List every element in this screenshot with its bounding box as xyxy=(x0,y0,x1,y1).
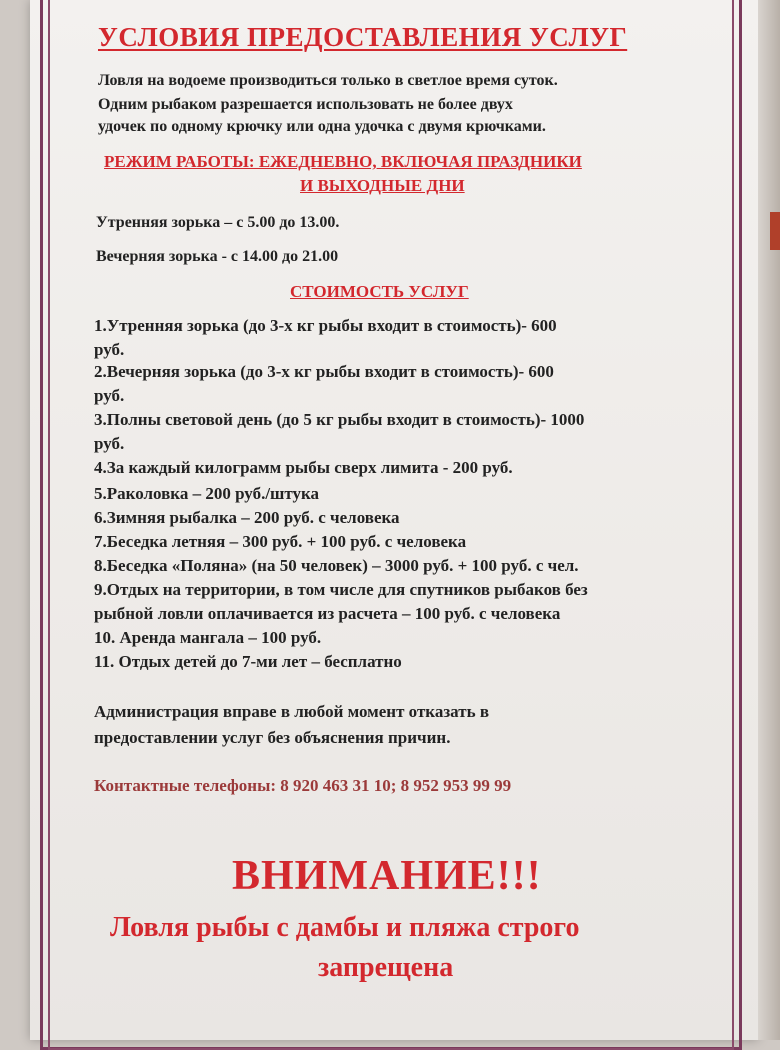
contact-phones: Контактные телефоны: 8 920 463 31 10; 8 952 953 99 99 xyxy=(94,776,512,795)
price-line: 11. Отдых детей до 7-ми лет – бесплатно xyxy=(94,652,402,671)
price-line: 10. Аренда мангала – 100 руб. xyxy=(94,628,322,647)
price-line: 5.Раколовка – 200 руб./штука xyxy=(94,484,320,503)
rule-line-2: Одним рыбаком разрешается использовать не более двух xyxy=(98,96,513,113)
prices-heading: СТОИМОСТЬ УСЛУГ xyxy=(290,282,469,301)
admin-note-1: Администрация вправе в любой момент отказать в xyxy=(94,702,490,721)
price-line: 1.Утренняя зорька (до 3-х кг рыбы входит в стоимость)- 600 xyxy=(94,316,557,335)
rule-line-3: удочек по одному крючку или одна удочка с двумя крючками. xyxy=(98,118,546,135)
price-line: 7.Беседка летняя – 300 руб. + 100 руб. с человека xyxy=(94,532,467,551)
price-line: 4.За каждый килограмм рыбы сверх лимита - 200 руб. xyxy=(94,458,513,477)
price-line: руб. xyxy=(94,340,125,359)
price-line: 2.Вечерняя зорька (до 3-х кг рыбы входит в стоимость)- 600 xyxy=(94,362,554,381)
background-object xyxy=(770,212,780,250)
price-line: 3.Полны световой день (до 5 кг рыбы входит в стоимость)- 1000 xyxy=(94,410,585,429)
warning-line-2: запрещена xyxy=(318,952,454,983)
attention-heading: ВНИМАНИЕ!!! xyxy=(232,853,542,899)
admin-note-2: предоставлении услуг без объяснения причин. xyxy=(94,728,451,747)
background-wall xyxy=(758,0,780,1040)
schedule-morning: Утренняя зорька – с 5.00 до 13.00. xyxy=(96,214,340,231)
price-line: руб. xyxy=(94,434,125,453)
price-line: 8.Беседка «Поляна» (на 50 человек) – 3000 руб. + 100 руб. с чел. xyxy=(94,556,579,575)
schedule-evening: Вечерняя зорька - с 14.00 до 21.00 xyxy=(96,248,339,265)
price-line: 9.Отдых на территории, в том числе для спутников рыбаков без xyxy=(94,580,588,599)
price-line: 6.Зимняя рыбалка – 200 руб. с человека xyxy=(94,508,400,527)
price-line: рыбной ловли оплачивается из расчета – 100 руб. с человека xyxy=(94,604,561,623)
schedule-heading-2: И ВЫХОДНЫЕ ДНИ xyxy=(300,176,465,195)
page-title: УСЛОВИЯ ПРЕДОСТАВЛЕНИЯ УСЛУГ xyxy=(98,22,628,52)
schedule-heading-1: РЕЖИМ РАБОТЫ: ЕЖЕДНЕВНО, ВКЛЮЧАЯ ПРАЗДНИКИ xyxy=(104,152,582,171)
price-line: руб. xyxy=(94,386,125,405)
warning-line-1: Ловля рыбы с дамбы и пляжа строго xyxy=(110,912,580,943)
rule-line-1: Ловля на водоеме производиться только в светлое время суток. xyxy=(98,72,558,89)
